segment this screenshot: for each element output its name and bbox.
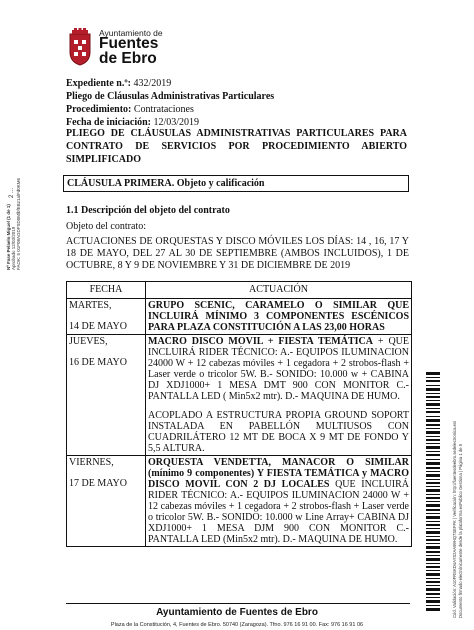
date: 17 DE MAYO (69, 478, 127, 489)
expediente-row (66, 77, 274, 90)
logo-title (99, 36, 158, 66)
procedimiento-value: Contrataciones (133, 104, 194, 115)
pliego-label: Pliego de Cláusulas Administrativas Particulares (66, 91, 275, 102)
document-meta (66, 77, 274, 129)
actuacion-cell (146, 456, 412, 547)
footer-address: Plaza de la Constitución, 4, Fuentes de Ebro. 50740 (Zaragoza). Tfno. 976 16 91 00. Fax: 976 16 91 06 (110, 622, 364, 628)
logo-title-line-2: de Ebro (99, 50, 157, 67)
clausula-heading: CLÁUSULA PRIMERA. Objeto y calificación (63, 175, 409, 192)
actuacion-cell (146, 335, 412, 456)
fecha-value: 12/03/2019 (153, 117, 200, 128)
footer-name: Ayuntamiento de Fuentes de Ebro (156, 607, 318, 618)
table-row (67, 456, 412, 547)
pliego-row (66, 90, 274, 103)
coat-of-arms-icon (66, 28, 94, 66)
left-margin-signature (6, 177, 21, 270)
expediente-label: Expediente n.º: (66, 78, 131, 89)
right-margin-line: Documento firmado electrónicamente desde la plataforma esPublico Gestiona | Página 1 de 5 (457, 443, 463, 618)
expediente-value: 432/2019 (133, 78, 172, 89)
actuacion-extra: ACOPLADO A ESTRUCTURA PROPIA GROUND SOPORT INSTALADA EN PABELLÓN MULTIUSOS CON CUADRILÁTERO 12 MT DE BOCA X 9 MT DE FONDO Y 5,5 ALTURA. (148, 410, 409, 454)
fecha-label: Fecha de iniciación: (66, 117, 151, 128)
logo-subtitle: Ayuntamiento de (99, 28, 163, 38)
logo-title-line-1: Fuentes (99, 35, 159, 52)
actuacion-cell (146, 299, 412, 335)
section-heading: 1.1 Descripción del objeto del contrato (66, 205, 230, 216)
actuacion-text (148, 300, 409, 333)
actuacion-bold: ORQUESTA VENDETTA, MANACOR O SIMILAR (mínimo 9 componentes) Y FIESTA TEMÁTICA y MACRO DISCO MOVIL CON 2 DJ LOCALES (148, 457, 409, 490)
weekday: MARTES, (69, 300, 112, 311)
left-margin-line: Aprobado 12/03/2019 (11, 226, 16, 270)
document-title: PLIEGO DE CLÁUSULAS ADMINISTRATIVAS PARTICULARES PARA CONTRATO DE SERVICIOS POR PROCEDIMIENTO ABIERTO SIMPLIFICADO (66, 128, 407, 165)
date-cell (67, 456, 146, 547)
table-row (67, 299, 412, 335)
left-margin-line: FAOK: 5 01F08AGDFSD0MlbfEBz1alFd0KM6 (16, 177, 21, 270)
actuacion-bold: GRUPO SCENIC, CARAMELO O SIMILAR QUE INCLUIRÁ MÍNIMO 3 COMPONENTES ESCÉNICOS PARA PLAZA CONSTITUCIÓN A LAS 23,00 HORAS (148, 300, 409, 333)
procedimiento-label: Procedimiento: (66, 104, 132, 115)
column-header-actuacion: ACTUACIÓN (146, 282, 412, 299)
column-header-fecha: FECHA (67, 282, 146, 299)
actuacion-text (148, 336, 409, 402)
date-cell (67, 299, 146, 335)
weekday: VIERNES, (69, 457, 114, 468)
actuacion-bold: MACRO DISCO MOVIL + FIESTA TEMÁTICA (148, 336, 373, 347)
procedimiento-row (66, 103, 274, 116)
objeto-text: ACTUACIONES DE ORQUESTAS Y DISCO MÓVILES LOS DÍAS: 14 , 16, 17 Y 18 DE MAYO, DEL 27 AL 30 DE SEPTIEMBRE (AMBOS INCLUIDOS), 1 DE OCTUBRE, 8 Y 9 DE NOVIEMBRE Y 31 DE DICIEMBRE DE 2019 (66, 236, 409, 271)
events-table (66, 281, 412, 547)
right-margin-line: Cód. Validación: A10FRSKD4AYS2AA99HQ7SEFFK | Verificación: http://fuentesdeebro.sedelectronica.es/ (452, 420, 457, 618)
right-margin-validation (452, 368, 463, 618)
objeto-label: Objeto del contrato: (66, 221, 146, 232)
actuacion-text (148, 457, 409, 545)
municipality-logo (66, 26, 196, 70)
actuacion-normal: + QUE INCLUIRÁ RIDER TÉCNICO: A.- EQUIPOS ILUMINACION 24000 W + 12 cabezas móviles + 1 cegadora + 2 strobos-flash + Laser verde o tricolor 5W. B.- SONIDO: 10.000 w + CABINA DJ XDJ1000+ 1 MESA DMT 900 CON MONITOR C.- PANTALLA LED ( Min5x2 mtr). D.- MAQUINA DE HUMO. (148, 336, 409, 402)
left-margin-mark: 2 ... (9, 187, 15, 198)
barcode-icon (426, 372, 440, 612)
table-row (67, 335, 412, 456)
actuacion-normal: QUE INCLUIRÁ RIDER TÉCNICO: A.- EQUIPOS ILUMINACION 24000 W + 12 cabezas móviles + 1 cegadora + 2 strobos-flash + Laser verde o tricolor 5W. B.- SONIDO: 10.000 w Line Array+ CABINA DJ XDJ1000+ 1 MESA DJM 900 CON MONITOR C.- PANTALLA LED (Min5x2 mtr). D.- MAQUINA DE HUMO. (148, 479, 410, 545)
footer-divider (66, 603, 410, 604)
date-cell (67, 335, 146, 456)
table-header-row (67, 282, 412, 299)
weekday: JUEVES, (69, 336, 108, 347)
date: 16 DE MAYO (69, 357, 127, 368)
left-margin-line: Nº Fase Pelaelo Miguel (1 de 1) (6, 204, 11, 270)
date: 14 DE MAYO (69, 321, 127, 332)
